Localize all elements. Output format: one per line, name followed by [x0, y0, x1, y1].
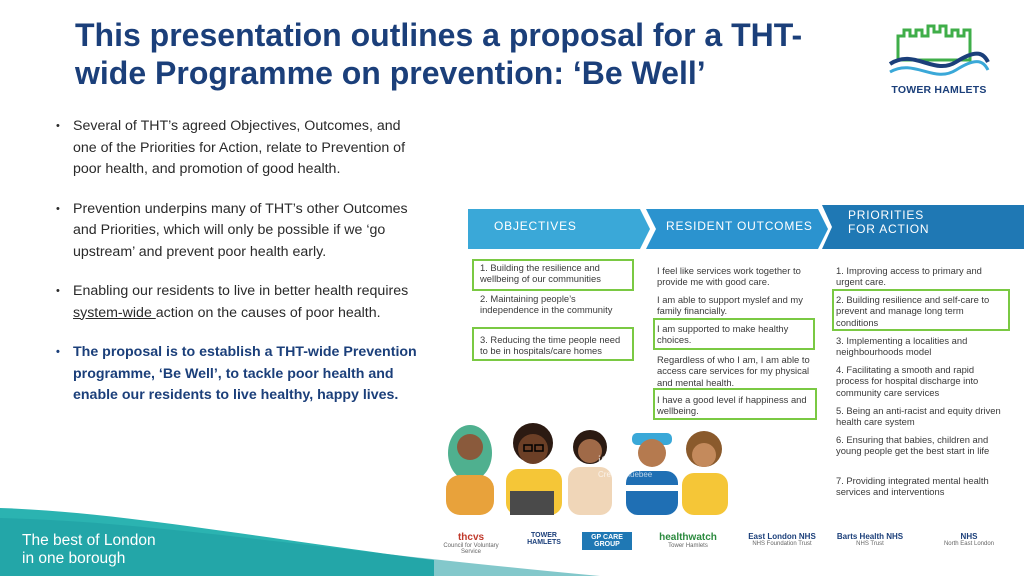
framework-graphic: [438, 205, 1024, 515]
bullet-item: • Prevention underpins many of THT’s other Outcomes and Priorities, which will only be possible if we ‘go upstream’ and prevent poor health early.: [56, 200, 408, 260]
outcome-item: Regardless of who I am, I am able to access care services for my physical and mental health.: [657, 354, 810, 388]
priority-item: 6. Ensuring that babies, children and young people get the best start in life: [836, 434, 990, 457]
priority-item: 2. Building resilience and self-care to prevent and manage long term conditions: [836, 294, 990, 328]
partner-barts-logo: Barts Health NHS NHS Trust: [836, 532, 904, 547]
bullet-list: [56, 116, 428, 425]
partner-logos: [434, 520, 1024, 570]
castle-icon: [884, 18, 994, 84]
bullet-dot-icon: •: [56, 346, 60, 358]
bullet-item-proposal: • The proposal is to establish a THT-wide Prevention programme, ‘Be Well’, to tackle poor health and enable our residents to live healthy, happy lives.: [56, 344, 417, 403]
priority-item: 4. Facilitating a smooth and rapid process for hospital discharge into community care services: [836, 364, 979, 398]
underlined-phrase: system-wide: [73, 304, 156, 321]
people-illustration: [438, 405, 778, 515]
person-child-illustration: [682, 431, 728, 515]
partner-gp-care-logo: GP CARE GROUP: [582, 532, 632, 550]
objective-item: 3. Reducing the time people need to be in hospitals/care homes: [480, 334, 621, 357]
header-priorities: PRIORITIES FOR ACTION: [848, 208, 930, 236]
partner-tower-hamlets-logo: TOWER HAMLETS: [527, 532, 561, 546]
footer-tagline: The best of London in one borough: [22, 532, 156, 567]
objective-item: 2. Maintaining people’s independence in the community: [480, 293, 613, 316]
tower-hamlets-logo: [884, 18, 994, 104]
bullet-item: • Enabling our residents to live in better health requires system-wide action on the causes of poor health.: [56, 283, 409, 321]
bullet-dot-icon: •: [56, 120, 60, 132]
header-objectives: OBJECTIVES: [494, 219, 577, 233]
partner-east-london-logo: East London NHS NHS Foundation Trust: [748, 532, 816, 547]
objective-item: 1. Building the resilience and wellbeing of our communities: [480, 262, 601, 285]
stock-watermark: iStock: [598, 453, 634, 468]
logo-text: TOWER HAMLETS: [891, 84, 987, 96]
person-glasses-illustration: [506, 423, 562, 515]
priority-item: 5. Being an anti-racist and equity driven health care system: [836, 405, 1001, 428]
partner-healthwatch-logo: healthwatch Tower Hamlets: [659, 532, 717, 549]
priority-item: 3. Implementing a localities and neighbourhoods model: [836, 335, 968, 358]
person-hijab-illustration: [446, 425, 494, 515]
priority-item: 7. Providing integrated mental health services and interventions: [836, 475, 989, 498]
bullet-dot-icon: •: [56, 285, 60, 297]
bullet-dot-icon: •: [56, 202, 60, 215]
partner-nhs-nel-logo: NHS North East London: [943, 532, 995, 547]
stock-credit: Credit: bluebee: [598, 470, 653, 479]
partner-thcvs-logo: thcvs Council for Voluntary Service: [443, 532, 499, 555]
priority-item: 1. Improving access to primary and urgent care.: [836, 265, 982, 288]
outcome-item: I am supported to make healthy choices.: [657, 323, 789, 346]
slide-title: This presentation outlines a proposal for a THT-wide Programme on prevention: ‘Be Well’: [75, 17, 803, 91]
outcome-item: I am able to support myslef and my family financially.: [657, 294, 803, 317]
outcome-item: I have a good level if happiness and wellbeing.: [657, 394, 807, 417]
bullet-item: • Several of THT’s agreed Objectives, Outcomes, and one of the Priorities for Action, relate to Prevention of poor health, and promotion of good health.: [56, 118, 406, 177]
header-resident-outcomes: RESIDENT OUTCOMES: [666, 219, 813, 233]
outcome-item: I feel like services work together to provide me with good care.: [657, 265, 801, 288]
